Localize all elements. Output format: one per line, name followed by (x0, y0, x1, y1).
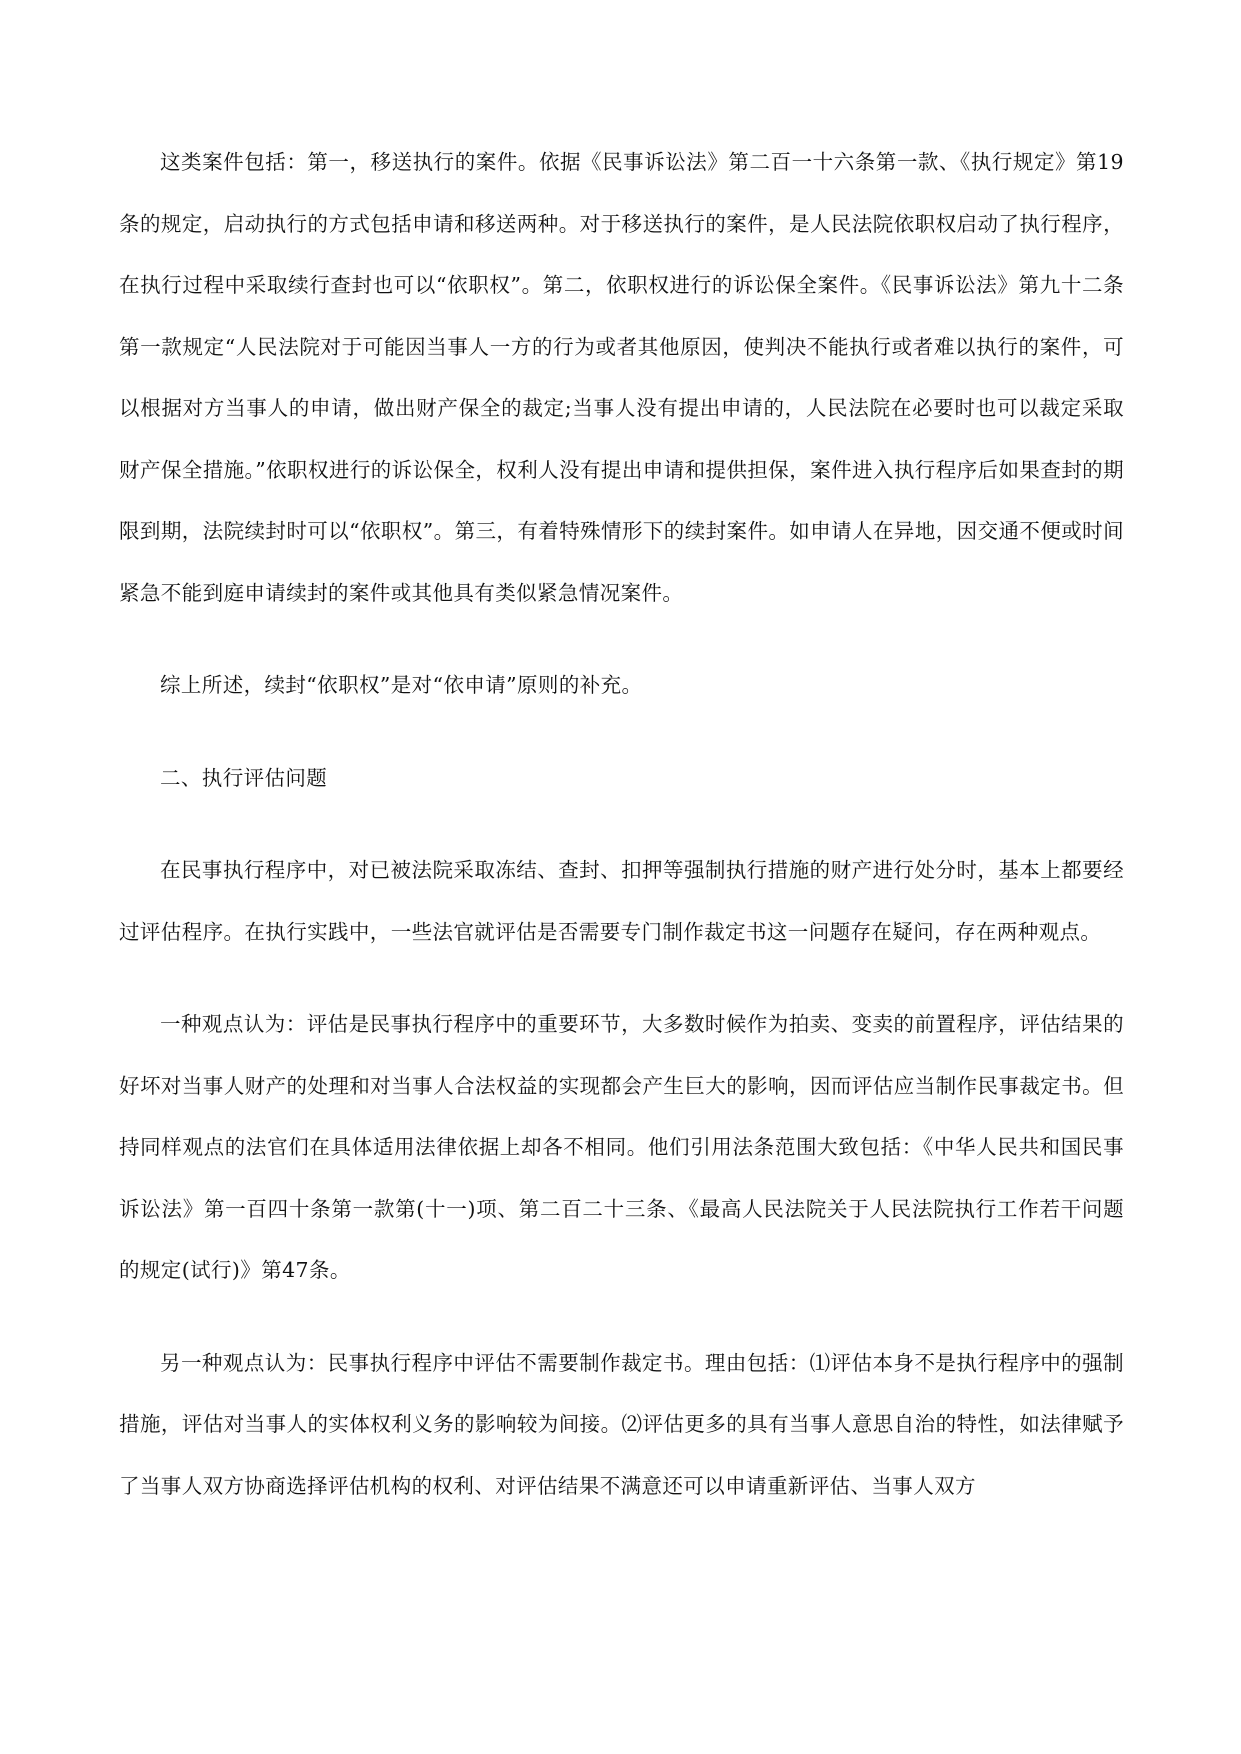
paragraph-evaluation-intro: 在民事执行程序中，对已被法院采取冻结、查封、扣押等强制执行措施的财产进行处分时，基本上都要经过评估程序。在执行实践中，一些法官就评估是否需要专门制作裁定书这一问题存在疑问，存在两种观点。 (119, 858, 1124, 944)
paragraph-view-one: 一种观点认为：评估是民事执行程序中的重要环节，大多数时候作为拍卖、变卖的前置程序，评估结果的好坏对当事人财产的处理和对当事人合法权益的实现都会产生巨大的影响，因而评估应当制作民事裁定书。但持同样观点的法官们在具体适用法律依据上却各不相同。他们引用法条范围大致包括：《中华人民共和国民事诉讼法》第一百四十条第一款第(十一)项、第二百二十三条、《最高人民法院关于人民法院执行工作若干问题的规定(试行)》第47条。 (119, 1012, 1124, 1282)
section-heading-evaluation: 二、执行评估问题 (160, 765, 328, 790)
paragraph-view-two: 另一种观点认为：民事执行程序中评估不需要制作裁定书。理由包括：⑴评估本身不是执行程序中的强制措施，评估对当事人的实体权利义务的影响较为间接。⑵评估更多的具有当事人意思自治的特性，如法律赋予了当事人双方协商选择评估机构的权利、对评估结果不满意还可以申请重新评估、当事人双方 (119, 1350, 1124, 1498)
document-body (119, 132, 1124, 1548)
paragraph-case-types: 这类案件包括：第一，移送执行的案件。依据《民事诉讼法》第二百一十六条第一款、《执行规定》第19条的规定，启动执行的方式包括申请和移送两种。对于移送执行的案件，是人民法院依职权启动了执行程序，在执行过程中采取续行查封也可以“依职权”。第二，依职权进行的诉讼保全案件。《民事诉讼法》第九十二条第一款规定“人民法院对于可能因当事人一方的行为或者其他原因，使判决不能执行或者难以执行的案件，可以根据对方当事人的申请，做出财产保全的裁定;当事人没有提出申请的，人民法院在必要时也可以裁定采取财产保全措施。”依职权进行的诉讼保全，权利人没有提出申请和提供担保，案件进入执行程序后如果查封的期限到期，法院续封时可以“依职权”。第三，有着特殊情形下的续封案件。如申请人在异地，因交通不便或时间紧急不能到庭申请续封的案件或其他具有类似紧急情况案件。 (119, 150, 1124, 605)
paragraph-summary: 综上所述，续封“依职权”是对“依申请”原则的补充。 (160, 673, 643, 697)
